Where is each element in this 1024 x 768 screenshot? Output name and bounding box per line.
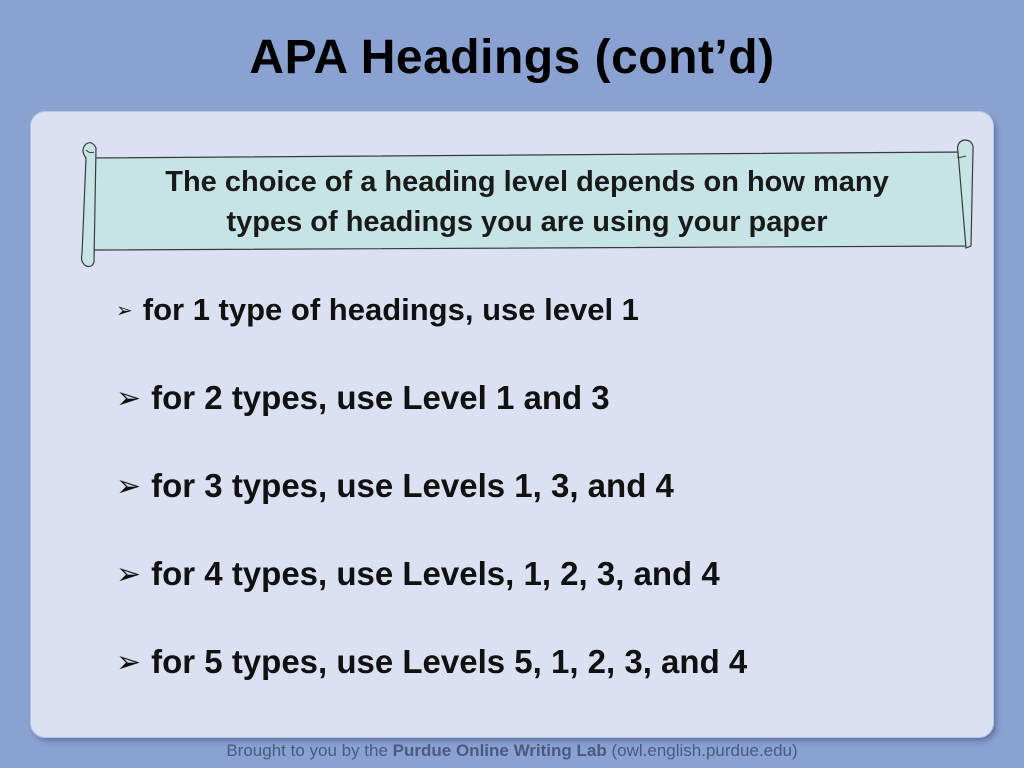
footer-credit	[0, 741, 1024, 761]
bullet-item	[116, 464, 976, 508]
bullet-item	[116, 552, 976, 596]
bullet-text: for 3 types, use Levels 1, 3, and 4	[151, 467, 674, 504]
footer-org: Purdue Online Writing Lab	[392, 741, 607, 760]
arrow-bullet-icon: ➢	[116, 381, 142, 415]
bullet-text: for 2 types, use Level 1 and 3	[151, 379, 610, 416]
footer-suffix: (owl.english.purdue.edu)	[606, 741, 798, 760]
bullet-item	[116, 288, 976, 332]
banner-line-2: types of headings you are using your paper	[226, 206, 828, 238]
arrow-bullet-icon: ➢	[116, 469, 142, 503]
bullet-item	[116, 376, 976, 420]
arrow-bullet-icon: ➢	[116, 645, 142, 679]
bullet-text: for 1 type of headings, use level 1	[142, 292, 639, 327]
bullet-item	[116, 640, 976, 684]
slide-title: APA Headings (cont’d)	[249, 31, 775, 84]
banner-text	[95, 162, 959, 242]
banner-line-1: The choice of a heading level depends on how many	[165, 166, 889, 198]
bullet-text: for 5 types, use Levels 5, 1, 2, 3, and 4	[151, 643, 748, 680]
bullet-text: for 4 types, use Levels, 1, 2, 3, and 4	[151, 555, 720, 592]
bullet-list	[116, 288, 976, 728]
arrow-bullet-icon: ➢	[116, 557, 142, 591]
footer-prefix: Brought to you by the	[226, 741, 393, 760]
scroll-left-curl	[82, 143, 97, 267]
arrow-bullet-icon: ➢	[116, 299, 133, 322]
